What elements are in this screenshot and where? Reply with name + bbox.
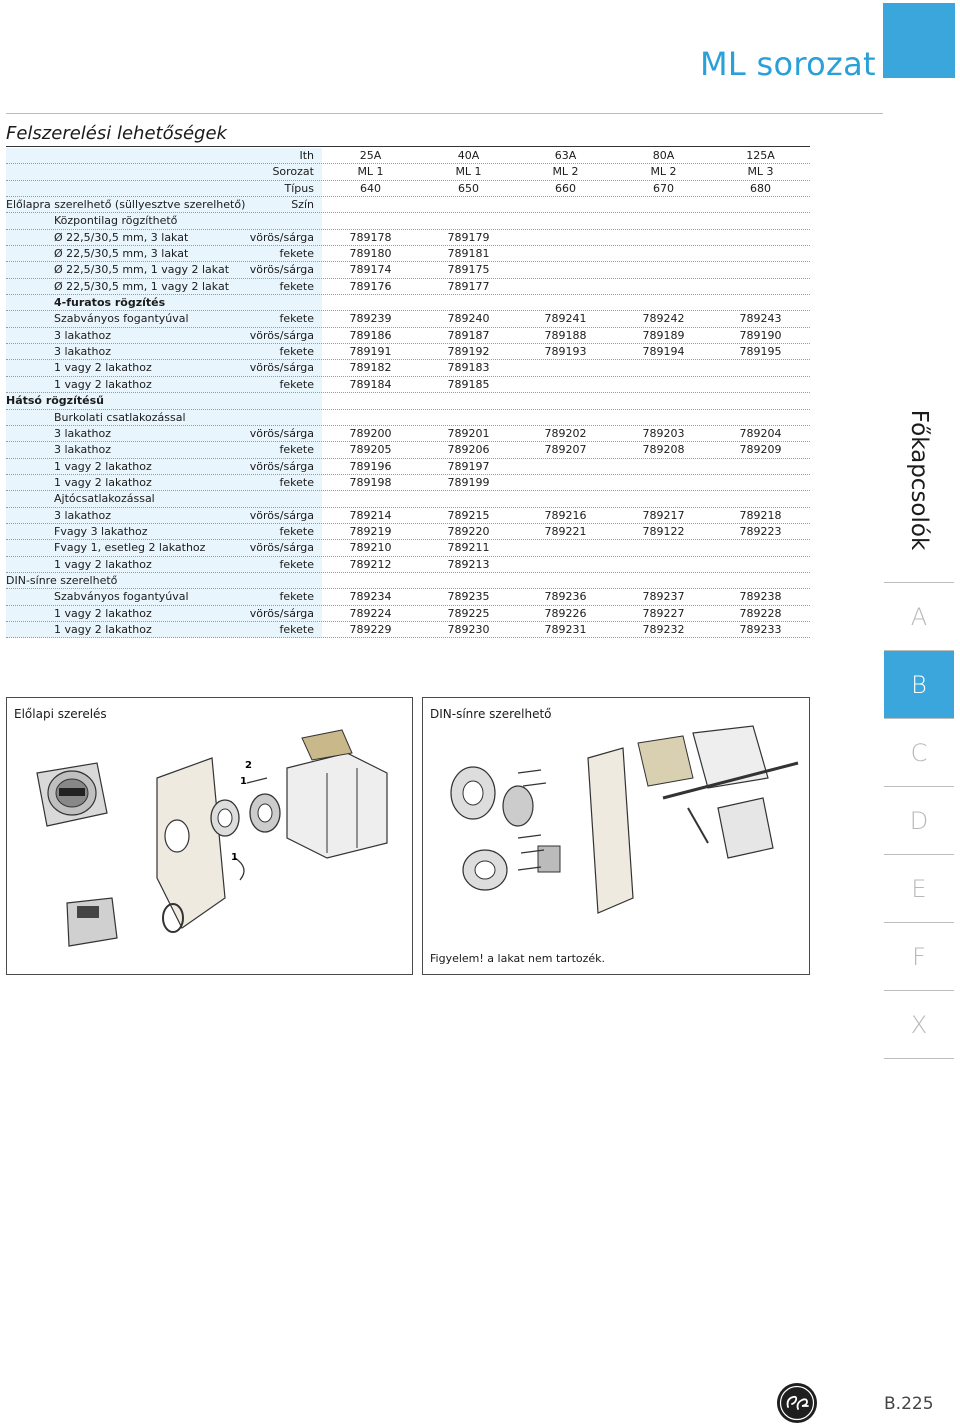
row-color: fekete	[279, 443, 314, 457]
table-cell: 789231	[544, 622, 587, 636]
row-label: Burkolati csatlakozással	[54, 410, 186, 424]
row-color: fekete	[279, 279, 314, 293]
side-tab-letter: X	[910, 1011, 928, 1039]
table-cell: 789179	[447, 230, 490, 244]
header-cell: ML 2	[650, 165, 677, 179]
callout-1b: 1	[231, 852, 238, 863]
row-label: Ø 22,5/30,5 mm, 1 vagy 2 lakat	[54, 279, 230, 293]
table-row	[6, 344, 810, 360]
spec-table	[6, 148, 810, 638]
header-rule	[6, 113, 883, 114]
table-cell: 789217	[642, 508, 685, 522]
table-cell: 789183	[447, 361, 490, 375]
table-cell: 789200	[349, 426, 392, 440]
table-row	[6, 622, 810, 638]
tab-spacer	[884, 378, 954, 583]
row-color: vörös/sárga	[249, 606, 314, 620]
table-cell: 789212	[349, 557, 392, 571]
table-header-row	[6, 148, 810, 164]
table-cell: 789218	[739, 508, 782, 522]
table-row	[6, 573, 810, 589]
table-cell: 789241	[544, 312, 587, 326]
row-label: 4-furatos rögzítés	[54, 296, 166, 310]
table-row	[6, 377, 810, 393]
table-cell: 789206	[447, 443, 490, 457]
side-tab-d[interactable]	[884, 787, 954, 855]
table-cell: 789220	[447, 524, 490, 538]
table-cell: 789209	[739, 443, 782, 457]
table-cell: 789191	[349, 345, 392, 359]
header-cell: 125A	[746, 149, 775, 162]
table-cell: 789204	[739, 426, 782, 440]
figure-din-rail	[422, 697, 810, 975]
row-label: 3 lakathoz	[54, 328, 111, 342]
table-row	[6, 557, 810, 573]
row-label: 3 lakathoz	[54, 443, 111, 457]
table-row	[6, 311, 810, 327]
table-cell: 789226	[544, 606, 587, 620]
table-cell: 789235	[447, 590, 490, 604]
row-color: fekete	[279, 377, 314, 391]
table-cell: 789238	[739, 590, 782, 604]
header-cell: ML 2	[552, 165, 579, 179]
header-cell: 660	[555, 181, 576, 195]
row-label: 1 vagy 2 lakathoz	[54, 459, 152, 473]
table-row	[6, 475, 810, 491]
table-row	[6, 393, 810, 409]
figure-din-label: DIN-sínre szerelhető	[430, 707, 552, 721]
row-color: vörös/sárga	[249, 541, 314, 555]
table-row	[6, 246, 810, 262]
header-label: Típus	[284, 181, 314, 195]
table-cell: 789230	[447, 622, 490, 636]
table-cell: 789195	[739, 345, 782, 359]
row-label: Ø 22,5/30,5 mm, 3 lakat	[54, 247, 189, 261]
side-index-tabs	[884, 378, 954, 1059]
table-cell: 789223	[739, 524, 782, 538]
table-cell: 789208	[642, 443, 685, 457]
row-color: vörös/sárga	[249, 328, 314, 342]
row-label: DIN-sínre szerelhető	[6, 573, 118, 587]
table-cell: 789199	[447, 475, 490, 489]
table-cell: 789225	[447, 606, 490, 620]
table-cell: 789198	[349, 475, 392, 489]
table-cell: 789215	[447, 508, 490, 522]
side-tab-letter: F	[912, 943, 926, 971]
row-label: Szabványos fogantyúval	[54, 312, 189, 326]
table-cell: 789237	[642, 590, 685, 604]
table-header-row	[6, 181, 810, 197]
section-rule	[6, 146, 810, 147]
row-color: fekete	[279, 345, 314, 359]
table-cell: 789210	[349, 541, 392, 555]
row-label: 1 vagy 2 lakathoz	[54, 557, 152, 571]
side-tab-letter: A	[910, 603, 928, 631]
callout-2: 2	[245, 760, 252, 771]
row-label: 1 vagy 2 lakathoz	[54, 361, 152, 375]
row-color: fekete	[279, 557, 314, 571]
row-color: fekete	[279, 247, 314, 261]
table-cell: 789243	[739, 312, 782, 326]
table-cell: 789216	[544, 508, 587, 522]
table-cell: 789240	[447, 312, 490, 326]
header-label: Ith	[299, 149, 314, 162]
row-label: Előlapra szerelhető (süllyesztve szerelhető)	[6, 198, 246, 212]
table-cell: 789229	[349, 622, 392, 636]
row-color: fekete	[279, 312, 314, 326]
row-color: fekete	[279, 590, 314, 604]
side-tab-letter: C	[910, 739, 928, 767]
row-label: 3 lakathoz	[54, 426, 111, 440]
table-cell: 789236	[544, 590, 587, 604]
table-cell: 789207	[544, 443, 587, 457]
row-label: Fvagy 3 lakathoz	[54, 524, 148, 538]
row-color: fekete	[279, 622, 314, 636]
table-cell: 789232	[642, 622, 685, 636]
table-cell: 789180	[349, 247, 392, 261]
table-row	[6, 213, 810, 229]
table-row	[6, 442, 810, 458]
table-cell: 789176	[349, 279, 392, 293]
table-cell: 789187	[447, 328, 490, 342]
row-color: vörös/sárga	[249, 508, 314, 522]
header-cell: 63A	[554, 149, 577, 162]
side-tab-f[interactable]	[884, 923, 954, 991]
row-label: 1 vagy 2 lakathoz	[54, 475, 152, 489]
row-color: vörös/sárga	[249, 361, 314, 375]
header-cell: 640	[360, 181, 381, 195]
table-cell: 789192	[447, 345, 490, 359]
table-cell: 789202	[544, 426, 587, 440]
table-cell: 789182	[349, 361, 392, 375]
header-cell: 680	[750, 181, 771, 195]
table-row	[6, 410, 810, 426]
side-tab-letter: D	[909, 807, 929, 835]
page-number: B.225	[884, 1394, 934, 1414]
row-label: Központilag rögzíthető	[54, 214, 178, 228]
table-row	[6, 589, 810, 605]
row-label: 3 lakathoz	[54, 345, 111, 359]
table-cell: 789233	[739, 622, 782, 636]
header-cell: 80A	[652, 149, 675, 162]
table-cell: 789196	[349, 459, 392, 473]
table-cell: 789194	[642, 345, 685, 359]
table-cell: 789242	[642, 312, 685, 326]
table-row	[6, 524, 810, 540]
table-row	[6, 360, 810, 376]
table-cell: 789185	[447, 377, 490, 391]
row-label: Fvagy 1, esetleg 2 lakathoz	[54, 541, 206, 555]
table-cell: 789189	[642, 328, 685, 342]
row-label: Ø 22,5/30,5 mm, 3 lakat	[54, 230, 189, 244]
header-cell: 40A	[457, 149, 480, 162]
table-cell: 789213	[447, 557, 490, 571]
top-accent-block	[883, 3, 955, 78]
side-tab-c[interactable]	[884, 719, 954, 787]
side-tab-letter: B	[911, 671, 927, 699]
table-cell: 789201	[447, 426, 490, 440]
header-cell: 670	[653, 181, 674, 195]
table-header-row	[6, 164, 810, 180]
vertical-title-text: Főkapcsolók	[906, 409, 932, 551]
header-cell: ML 1	[455, 165, 482, 179]
table-cell: 789184	[349, 377, 392, 391]
row-color: vörös/sárga	[249, 426, 314, 440]
table-cell: 789178	[349, 230, 392, 244]
series-title: ML sorozat	[700, 45, 876, 83]
row-label: Szabványos fogantyúval	[54, 590, 189, 604]
table-cell: 789228	[739, 606, 782, 620]
table-cell: 789177	[447, 279, 490, 293]
table-row	[6, 459, 810, 475]
table-cell: 789227	[642, 606, 685, 620]
row-label: 3 lakathoz	[54, 508, 111, 522]
table-row	[6, 262, 810, 278]
section-title: Felszerelési lehetőségek	[6, 123, 227, 144]
table-cell: 789197	[447, 459, 490, 473]
row-label: 1 vagy 2 lakathoz	[54, 606, 152, 620]
row-color: vörös/sárga	[249, 459, 314, 473]
table-cell: 789205	[349, 443, 392, 457]
table-row	[6, 491, 810, 507]
table-cell: 789221	[544, 524, 587, 538]
table-cell: 789175	[447, 263, 490, 277]
ge-logo-icon	[776, 1382, 818, 1424]
row-label: Ø 22,5/30,5 mm, 1 vagy 2 lakat	[54, 263, 230, 277]
header-cell: 25A	[359, 149, 382, 162]
row-color: vörös/sárga	[249, 230, 314, 244]
table-cell: 789219	[349, 524, 392, 538]
row-label: Ajtócsatlakozással	[54, 492, 155, 506]
row-color: vörös/sárga	[249, 263, 314, 277]
table-cell: 789190	[739, 328, 782, 342]
table-row	[6, 606, 810, 622]
table-row	[6, 540, 810, 556]
table-cell: 789174	[349, 263, 392, 277]
table-cell: 789193	[544, 345, 587, 359]
header-cell: 650	[458, 181, 479, 195]
din-rail-drawing	[423, 698, 811, 976]
table-row	[6, 230, 810, 246]
table-cell: 789203	[642, 426, 685, 440]
figure-front-label: Előlapi szerelés	[14, 707, 107, 721]
table-cell: 789122	[642, 524, 685, 538]
front-mounting-drawing	[7, 698, 414, 976]
side-tab-e[interactable]	[884, 855, 954, 923]
table-cell: 789239	[349, 312, 392, 326]
table-cell: 789234	[349, 590, 392, 604]
header-cell: ML 1	[357, 165, 384, 179]
table-row	[6, 508, 810, 524]
row-color: Szín	[291, 198, 314, 212]
row-label: 1 vagy 2 lakathoz	[54, 377, 152, 391]
figure-front-mounting	[6, 697, 413, 975]
side-tab-x[interactable]	[884, 991, 954, 1059]
side-tab-a[interactable]	[884, 583, 954, 651]
table-row	[6, 295, 810, 311]
header-cell: ML 3	[747, 165, 774, 179]
table-row	[6, 328, 810, 344]
row-label: Hátsó rögzítésű	[6, 394, 104, 408]
table-row	[6, 197, 810, 213]
side-tab-b[interactable]	[884, 651, 954, 719]
table-cell: 789186	[349, 328, 392, 342]
table-cell: 789188	[544, 328, 587, 342]
table-cell: 789224	[349, 606, 392, 620]
row-label: 1 vagy 2 lakathoz	[54, 622, 152, 636]
table-row	[6, 426, 810, 442]
row-color: fekete	[279, 524, 314, 538]
table-row	[6, 279, 810, 295]
callout-1a: 1	[240, 776, 247, 787]
header-label: Sorozat	[272, 165, 314, 179]
row-color: fekete	[279, 475, 314, 489]
table-cell: 789214	[349, 508, 392, 522]
figure-din-note: Figyelem! a lakat nem tartozék.	[430, 952, 606, 965]
table-cell: 789211	[447, 541, 490, 555]
table-cell: 789181	[447, 247, 490, 261]
side-tab-letter: E	[911, 875, 927, 903]
